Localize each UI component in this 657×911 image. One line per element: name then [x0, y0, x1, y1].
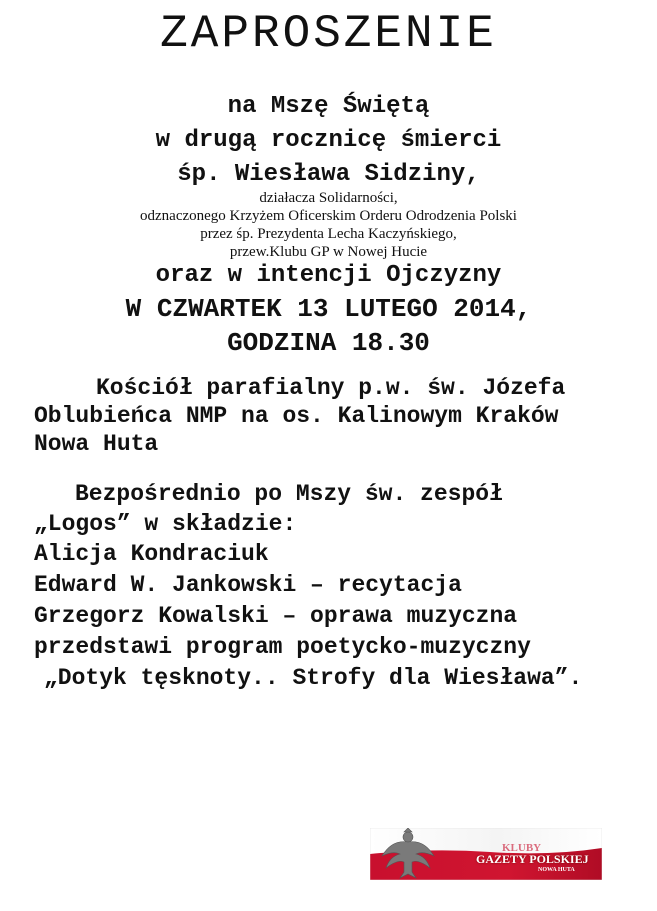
intention-line: oraz w intencji Ojczyzny	[155, 262, 502, 289]
kluby-gazety-polskiej-logo	[370, 828, 602, 880]
program-line-5: Grzegorz Kowalski – oprawa muzyczna	[34, 603, 518, 629]
program-line-3: Alicja Kondraciuk	[34, 541, 269, 567]
details-line-2: odznaczonego Krzyżem Oficerskim Orderu Odrodzenia Polski	[140, 208, 517, 224]
intro-line-2: w drugą rocznicę śmierci	[155, 127, 502, 154]
program-line-1: Bezpośrednio po Mszy św. zespół	[75, 481, 503, 507]
intro-line-3: śp. Wiesława Sidziny,	[177, 161, 480, 188]
program-line-4: Edward W. Jankowski – recytacja	[34, 572, 462, 598]
intro-line-1: na Mszę Świętą	[227, 93, 430, 120]
details-line-1: działacza Solidarności,	[259, 190, 398, 206]
location-line-1: Kościół parafialny p.w. św. Józefa	[96, 375, 566, 401]
page-title: ZAPROSZENIE	[160, 8, 497, 60]
logo-line-3: NOWA HUTA	[538, 867, 575, 873]
program-line-6: przedstawi program poetycko-muzyczny	[34, 634, 531, 660]
eagle-icon	[378, 828, 438, 880]
program-line-2: „Logos” w składzie:	[34, 511, 297, 537]
details-line-3: przez śp. Prezydenta Lecha Kaczyńskiego,	[200, 226, 457, 242]
logo-line-1: KLUBY	[502, 842, 542, 854]
program-line-7: „Dotyk tęsknoty.. Strofy dla Wiesława”.	[44, 665, 583, 691]
time-line: GODZINA 18.30	[227, 328, 430, 358]
location-line-2: Oblubieńca NMP na os. Kalinowym Kraków	[34, 403, 559, 429]
logo-line-2: GAZETY POLSKIEJ	[476, 852, 589, 866]
location-line-3: Nowa Huta	[34, 431, 159, 457]
details-line-4: przew.Klubu GP w Nowej Hucie	[229, 244, 428, 260]
date-line: W CZWARTEK 13 LUTEGO 2014,	[125, 294, 532, 324]
